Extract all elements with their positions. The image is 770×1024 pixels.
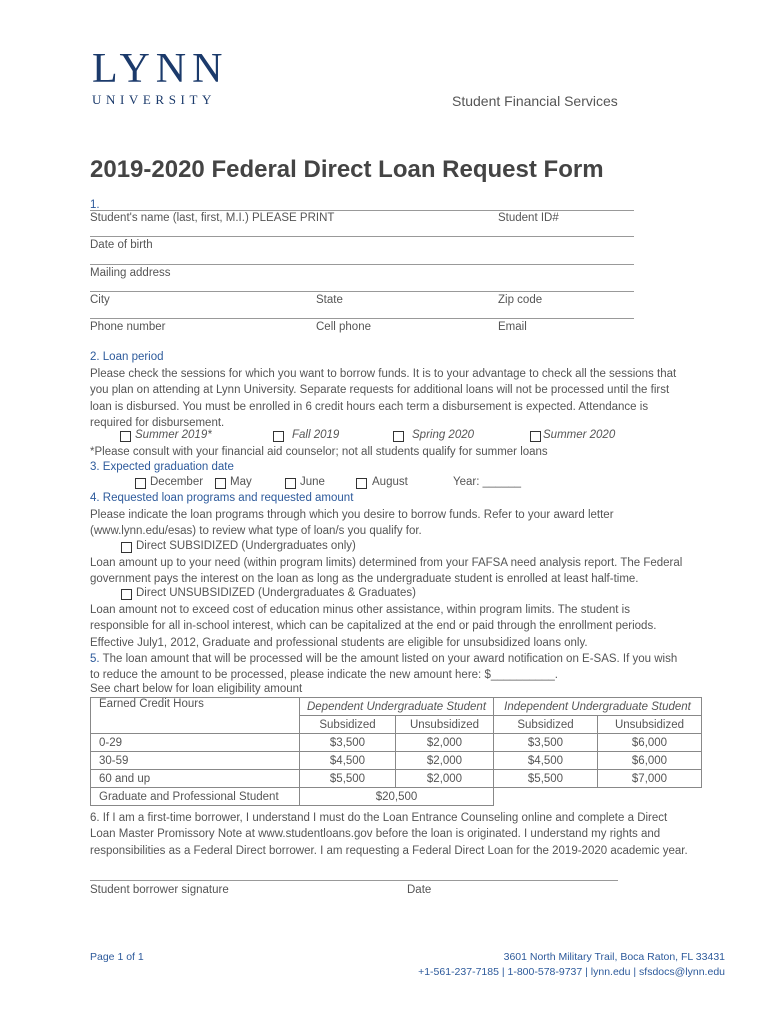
unsubsidized-label: Direct UNSUBSIDIZED (Undergraduates & Graduates) <box>136 587 416 599</box>
section5-text <box>90 651 690 684</box>
unsubsidized-text: Loan amount not to exceed cost of education minus other assistance, within program limits. The student is responsible for all in-school interest, which can be capitalized at the end or paid through the enrollment periods. Effective July1, 2012, Graduate and professional students are eligible for unsubsidized loans only. <box>90 604 657 649</box>
sub-header: Subsidized <box>300 716 396 734</box>
table-header-row <box>91 698 702 716</box>
name-label: Student's name (last, first, M.I.) PLEASE PRINT <box>90 212 335 224</box>
table-cell: $6,000 <box>598 734 702 752</box>
june-label: June <box>300 476 325 488</box>
table-cell: $2,000 <box>396 734 494 752</box>
summer-note: *Please consult with your financial aid counselor; not all students qualify for summer loans <box>90 446 548 458</box>
table-row <box>91 788 702 806</box>
graduate-value: $20,500 <box>300 788 494 806</box>
table-cell: $5,500 <box>494 770 598 788</box>
section4-text: Please indicate the loan programs through which you desire to borrow funds. Refer to your award letter (www.lynn.edu/esas) to review what type of loan/s you qualify for. <box>90 509 614 538</box>
independent-header: Independent Undergraduate Student <box>494 698 702 716</box>
section6-text: 6. If I am a first-time borrower, I understand I must do the Loan Entrance Counseling online and complete a Direct Loan Master Promissory Note at www.studentloans.gov before the loan is originated. I understand my rights and responsibilities as a Federal Direct borrower. I am requesting a Federal Direct Loan for the 2019-2020 academic year. <box>90 812 688 857</box>
eligibility-table <box>90 697 702 806</box>
summer2019-checkbox[interactable] <box>120 431 131 442</box>
table-cell: $4,500 <box>494 752 598 770</box>
sub-header: Subsidized <box>494 716 598 734</box>
footer-contact[interactable]: +1-561-237-7185 | 1-800-578-9737 | lynn.edu | sfsdocs@lynn.edu <box>418 966 725 978</box>
city-label: City <box>90 294 110 306</box>
logo-wordmark: LYNN <box>92 46 229 92</box>
address-label: Mailing address <box>90 267 171 279</box>
footer-address: 3601 North Military Trail, Boca Raton, FL 33431 <box>503 951 725 963</box>
address-line[interactable] <box>90 264 634 265</box>
table-cell: $2,000 <box>396 770 494 788</box>
date-label: Date <box>407 884 432 896</box>
dob-label: Date of birth <box>90 239 153 251</box>
section3-heading: 3. Expected graduation date <box>90 461 234 473</box>
row-label: 60 and up <box>91 770 300 788</box>
august-checkbox[interactable] <box>356 478 367 489</box>
page-number: Page 1 of 1 <box>90 951 144 963</box>
sub-header: Unsubsidized <box>396 716 494 734</box>
signature-line[interactable] <box>90 880 618 881</box>
fall2019-label: Fall 2019 <box>292 429 340 441</box>
december-checkbox[interactable] <box>135 478 146 489</box>
table-row <box>91 734 702 752</box>
department-name: Student Financial Services <box>452 93 618 109</box>
cell-label: Cell phone <box>316 321 371 333</box>
december-label: December <box>150 476 204 488</box>
spring2020-label: Spring 2020 <box>412 429 475 441</box>
section5-number: 5. <box>90 653 100 665</box>
zip-label: Zip code <box>498 294 543 306</box>
graduation-year-field[interactable]: Year: ______ <box>453 476 522 488</box>
section5-body: The loan amount that will be processed will be the amount listed on your award notification on E-SAS. If you wish to reduce the amount to be processed, please indicate the new amount here: $__________. <box>90 653 678 682</box>
phone-label: Phone number <box>90 321 166 333</box>
may-checkbox[interactable] <box>215 478 226 489</box>
phone-line[interactable] <box>90 318 634 319</box>
summer2020-label: Summer 2020 <box>543 429 616 441</box>
signature-label: Student borrower signature <box>90 884 229 896</box>
section1-number: 1. <box>90 199 100 211</box>
row-label: 0-29 <box>91 734 300 752</box>
graduate-label: Graduate and Professional Student <box>91 788 300 806</box>
section2-text: Please check the sessions for which you want to borrow funds. It is to your advantage to check all the sessions that you plan on attending at Lynn University. Separate requests for additional loans will not be processed until the first loan is disbursed. You must be enrolled in 6 credit hours each term a disbursement is expected. Attendance is required for disbursement. <box>90 368 677 429</box>
email-label: Email <box>498 321 527 333</box>
table-cell: $5,500 <box>300 770 396 788</box>
form-title: 2019-2020 Federal Direct Loan Request Form <box>90 156 604 183</box>
sub-header: Unsubsidized <box>598 716 702 734</box>
dob-line[interactable] <box>90 236 634 237</box>
summer2019-label: Summer 2019* <box>135 429 212 441</box>
summer2020-checkbox[interactable] <box>530 431 541 442</box>
state-label: State <box>316 294 343 306</box>
chart-intro: See chart below for loan eligibility amount <box>90 683 303 695</box>
subsidized-label: Direct SUBSIDIZED (Undergraduates only) <box>136 540 356 552</box>
spring2020-checkbox[interactable] <box>393 431 404 442</box>
august-label: August <box>372 476 408 488</box>
row-label: 30-59 <box>91 752 300 770</box>
subsidized-checkbox[interactable] <box>121 542 132 553</box>
empty-cell <box>494 788 702 806</box>
section4-heading: 4. Requested loan programs and requested amount <box>90 492 354 504</box>
table-cell: $6,000 <box>598 752 702 770</box>
subsidized-text: Loan amount up to your need (within program limits) determined from your FAFSA need analysis report. The Federal government pays the interest on the loan as long as the undergraduate student is enrolled at least half-time. <box>90 557 683 586</box>
table-row <box>91 752 702 770</box>
logo-university: UNIVERSITY <box>92 92 216 107</box>
table-row <box>91 770 702 788</box>
unsubsidized-checkbox[interactable] <box>121 589 132 600</box>
table-cell: $3,500 <box>494 734 598 752</box>
city-line[interactable] <box>90 291 634 292</box>
may-label: May <box>230 476 252 488</box>
june-checkbox[interactable] <box>285 478 296 489</box>
student-id-label: Student ID# <box>498 212 559 224</box>
dependent-header: Dependent Undergraduate Student <box>300 698 494 716</box>
fall2019-checkbox[interactable] <box>273 431 284 442</box>
name-line[interactable] <box>90 210 634 211</box>
earned-hours-header: Earned Credit Hours <box>91 698 300 734</box>
table-cell: $7,000 <box>598 770 702 788</box>
table-cell: $3,500 <box>300 734 396 752</box>
section2-heading: 2. Loan period <box>90 351 164 363</box>
table-cell: $4,500 <box>300 752 396 770</box>
table-cell: $2,000 <box>396 752 494 770</box>
